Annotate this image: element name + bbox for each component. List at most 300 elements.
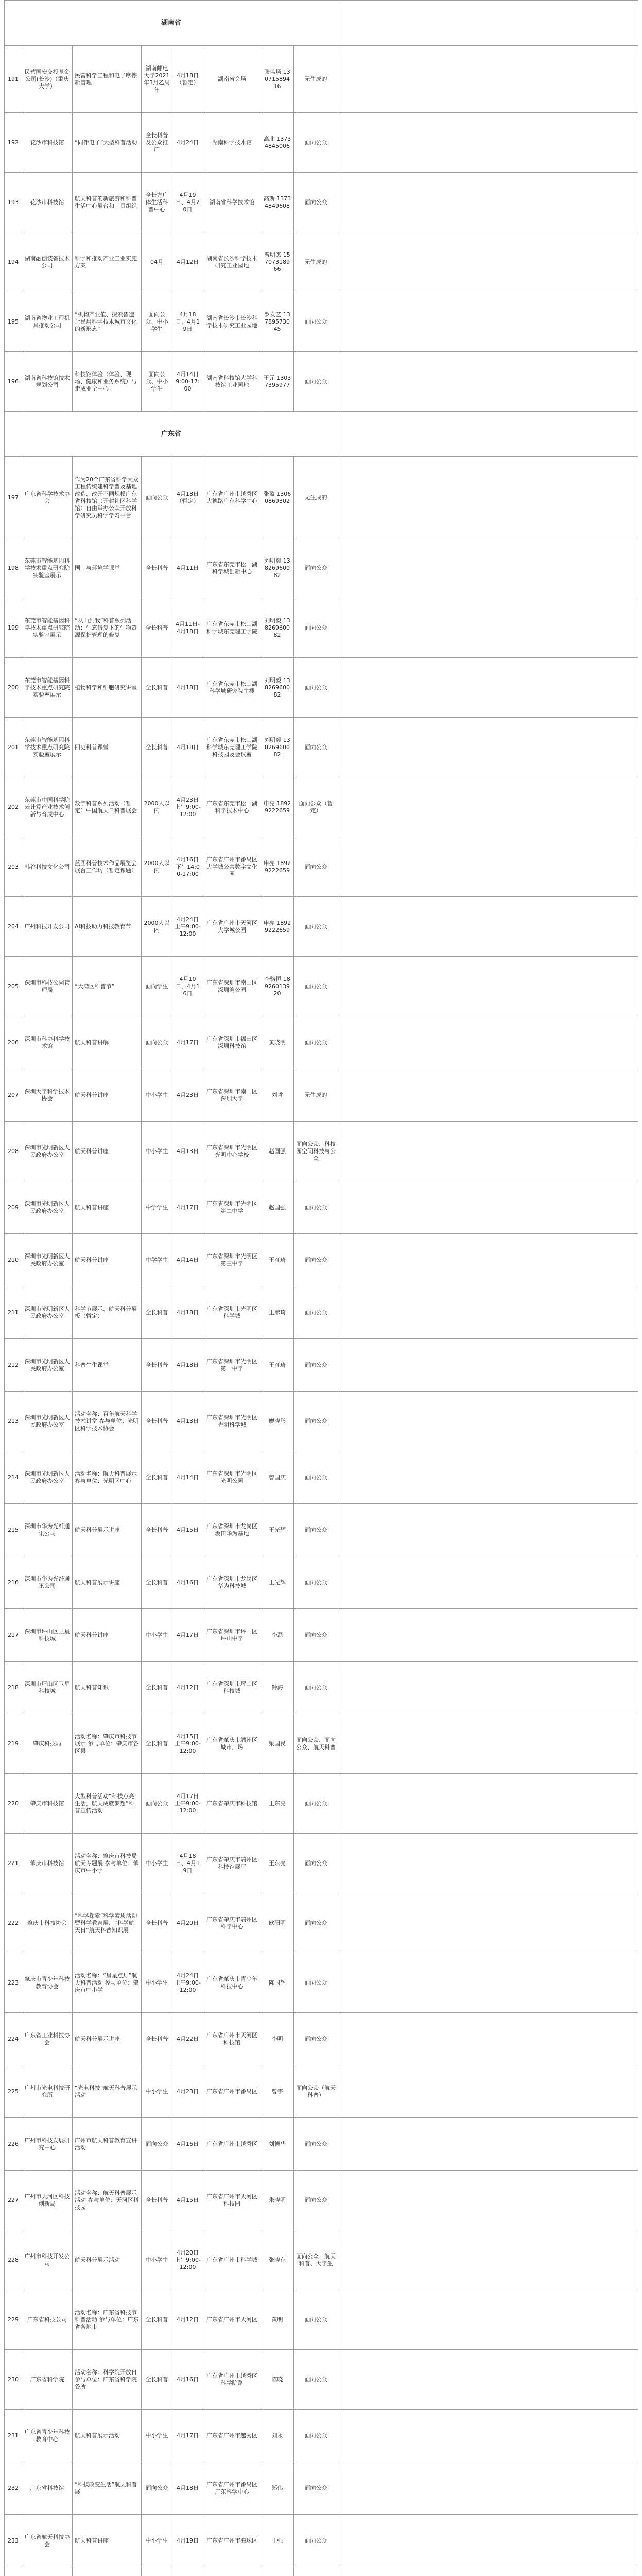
blank-margin xyxy=(338,777,638,837)
cell-location: 湖南省会场 xyxy=(203,46,261,113)
blank-margin xyxy=(338,2290,638,2350)
cell-location: 广东省广州市番禺区广东科学中心 xyxy=(203,2462,261,2515)
cell-contact: 刘哲 xyxy=(261,1069,294,1122)
cell-audience: 湖南邮电大学2021年3月乙周年 xyxy=(142,46,172,113)
cell-audience: 中小学生 xyxy=(142,1122,172,1181)
cell-note: 面向公众 xyxy=(294,718,338,777)
cell-note: 面向公众 xyxy=(294,1893,338,1953)
cell-location: 湖南省科技馆大学科技馆工业园地 xyxy=(203,352,261,412)
cell-organizer: 广东省航天科技协会 xyxy=(22,2515,73,2567)
cell-note: 面向公众 xyxy=(294,1504,338,1556)
cell-audience: 全长科普 xyxy=(142,1504,172,1556)
cell-audience: 中小学生 xyxy=(142,1834,172,1893)
cell-activity-name: 航天科普展示讲座 xyxy=(73,2013,142,2065)
table-row xyxy=(5,2410,638,2462)
cell-row-number: 221 xyxy=(5,1834,22,1893)
cell-audience: 面向学生 xyxy=(142,957,172,1016)
cell-audience: 全长科普 xyxy=(142,718,172,777)
cell-row-number: 215 xyxy=(5,1504,22,1556)
cell-time: 4月14日9:00-17:00 xyxy=(172,352,203,412)
cell-organizer: 深圳市光明新区人民政府办公室 xyxy=(22,1122,73,1181)
blank-margin xyxy=(338,718,638,777)
cell-activity-name: 活动名称：航天科普展示 参与单位：光明区中心 xyxy=(73,1451,142,1504)
cell-audience: 全长科普 xyxy=(142,2350,172,2410)
cell-contact: 梁国民 xyxy=(261,1714,294,1774)
blank-margin xyxy=(338,1339,638,1392)
table-row xyxy=(5,1834,638,1893)
cell-location: 广东省东莞市松山湖科学城东莞理工学院 xyxy=(203,598,261,658)
cell-audience: 面向公众 xyxy=(142,457,172,538)
cell-row-number: 205 xyxy=(5,957,22,1016)
cell-location: 广东省深圳市坪山区坪山中学 xyxy=(203,1609,261,1662)
table-row xyxy=(5,538,638,598)
table-row xyxy=(5,457,638,538)
cell-contact: 王光辉 xyxy=(261,1556,294,1609)
cell-note: 面向公众 xyxy=(294,2171,338,2230)
cell-location: 广东省广州市天河区科技园 xyxy=(203,2171,261,2230)
table-row xyxy=(5,1122,638,1181)
cell-time: 4月15日 xyxy=(172,1504,203,1556)
cell-audience: 中小学生 xyxy=(142,1953,172,2013)
cell-time: 4月23日 xyxy=(172,2065,203,2118)
blank-margin xyxy=(338,1953,638,2013)
cell-activity-name: 作为20个广东省科学大众工程传统建科学普及基地改造、改开不同规模广东省科技馆（开封社区科学馆）自由举办公众开放科学研究员科学学习平台 xyxy=(73,457,142,538)
cell-contact: 王强 xyxy=(261,2515,294,2567)
cell-location: 广东省深圳市光明区第二中学 xyxy=(203,1181,261,1234)
cell-row-number: 230 xyxy=(5,2350,22,2410)
blank-margin xyxy=(338,232,638,292)
table-row xyxy=(5,1774,638,1834)
cell-row-number: 232 xyxy=(5,2462,22,2515)
cell-organizer: 深圳市光明新区人民政府办公室 xyxy=(22,1286,73,1339)
cell-audience: 全长科普及公众推广 xyxy=(142,113,172,173)
cell-contact: 王东亮 xyxy=(261,1834,294,1893)
blank-margin xyxy=(338,1069,638,1122)
cell-activity-name: 航天科普讲座 xyxy=(73,1234,142,1286)
cell-contact: 王彦琦 xyxy=(261,1234,294,1286)
cell-note: 无生成的 xyxy=(294,232,338,292)
cell-row-number: 229 xyxy=(5,2290,22,2350)
cell-note: 面向公众 xyxy=(294,1451,338,1504)
cell-activity-name: 航天科普讲座 xyxy=(73,1181,142,1234)
cell-audience: 全长科普 xyxy=(142,2171,172,2230)
blank-margin xyxy=(338,352,638,412)
table-row xyxy=(5,837,638,897)
table-row xyxy=(5,1662,638,1714)
cell-location: 广东省肇庆市科技馆 xyxy=(203,1774,261,1834)
cell-audience: 全长科普 xyxy=(142,1451,172,1504)
cell-audience: 中学学生 xyxy=(142,1181,172,1234)
cell-time: 4月12日 xyxy=(172,1662,203,1714)
cell-row-number: 219 xyxy=(5,1714,22,1774)
cell-activity-name: 民营科学工程和电子摩擦新管理 xyxy=(73,46,142,113)
table-row xyxy=(5,777,638,837)
cell-contact: 曾国庆 xyxy=(261,1451,294,1504)
blank-margin xyxy=(338,2462,638,2515)
cell-organizer: 韩谷科技文化公司 xyxy=(22,837,73,897)
cell-note: 面向公众 xyxy=(294,658,338,718)
cell-organizer: 肇庆市科技协会 xyxy=(22,1893,73,1953)
table-row xyxy=(5,1181,638,1234)
cell-activity-name: “科学探索”科学素质活动暨科学教育展、“科学航天日”航天科普知识展 xyxy=(73,1893,142,1953)
blank-margin xyxy=(338,2567,638,2576)
table-row xyxy=(5,1556,638,1609)
cell-row-number: 197 xyxy=(5,457,22,538)
cell-location: 广东省深圳市南山区深圳湾公园 xyxy=(203,957,261,1016)
cell-organizer: 民营国安交投基金公司(长沙)（重庆大学） xyxy=(22,46,73,113)
activity-table xyxy=(4,0,638,2576)
cell-time: 4月18日（暂定） xyxy=(172,457,203,538)
cell-row-number: 228 xyxy=(5,2230,22,2290)
table-row xyxy=(5,2013,638,2065)
cell-organizer: 湖南省科技馆技术规划公司 xyxy=(22,352,73,412)
cell-contact: 张晓东 xyxy=(261,2230,294,2290)
blank-margin xyxy=(338,1609,638,1662)
cell-organizer: 肇庆市科技馆 xyxy=(22,1834,73,1893)
cell-organizer: 东莞市智能基因科学技术重点研究院实验室展示 xyxy=(22,598,73,658)
cell-note: 面向公众 xyxy=(294,292,338,352)
cell-audience: 中小学生 xyxy=(142,1069,172,1122)
blank-margin xyxy=(338,2350,638,2410)
cell-location: 广东省广州市海珠区 xyxy=(203,2515,261,2567)
cell-audience: 全长科普 xyxy=(142,1286,172,1339)
table-row xyxy=(5,1893,638,1953)
cell-note: 面向公众 xyxy=(294,113,338,173)
table-row xyxy=(5,1016,638,1069)
cell-audience: 全长科普 xyxy=(142,2013,172,2065)
cell-row-number: 207 xyxy=(5,1069,22,1122)
cell-row-number: 193 xyxy=(5,173,22,232)
cell-contact: 申亮 18929222659 xyxy=(261,897,294,957)
cell-contact: 高斯 13734849608 xyxy=(261,173,294,232)
cell-activity-name: 国土与环境学课堂 xyxy=(73,538,142,598)
table-row xyxy=(5,113,638,173)
cell-contact: 钟海 xyxy=(261,1662,294,1714)
cell-organizer: 广州市天河区科技创新局 xyxy=(22,2171,73,2230)
cell-audience: 全长科普 xyxy=(142,1556,172,1609)
blank-margin xyxy=(338,2118,638,2171)
cell-organizer: 肇庆市青少年科技教育协会 xyxy=(22,1953,73,2013)
blank-margin xyxy=(338,457,638,538)
cell-audience: 面向公众 xyxy=(142,2118,172,2171)
cell-organizer: 广东省科学院 xyxy=(22,2350,73,2410)
cell-time: 4月23日 xyxy=(172,1069,203,1122)
blank-margin xyxy=(338,2410,638,2462)
cell-organizer: 广州市光电科技研究所 xyxy=(22,2065,73,2118)
cell-note: 面向公众、航天科普、大学生 xyxy=(294,2230,338,2290)
cell-audience: 中小学生 xyxy=(142,2230,172,2290)
cell-note: 面向公众 xyxy=(294,1662,338,1714)
cell-time: 4月13日 xyxy=(172,1392,203,1451)
cell-audience: 面向公众、中小学生 xyxy=(142,352,172,412)
table-row xyxy=(5,1953,638,2013)
table-row xyxy=(5,1451,638,1504)
cell-time: 4月16日 xyxy=(172,1556,203,1609)
cell-contact: 曾明杰 15707318966 xyxy=(261,232,294,292)
table-row xyxy=(5,2171,638,2230)
cell-organizer: 深圳市科协科学技术馆 xyxy=(22,1016,73,1069)
blank-margin xyxy=(338,1714,638,1774)
cell-location: 广东省肇庆市青少年科技中心 xyxy=(203,1953,261,2013)
province-header xyxy=(5,412,638,457)
cell-location: 广东省广州市天河区科技馆 xyxy=(203,2013,261,2065)
blank-margin xyxy=(338,1834,638,1893)
cell-row-number: 200 xyxy=(5,658,22,718)
cell-note: 面向公众 xyxy=(294,352,338,412)
blank-margin xyxy=(338,1392,638,1451)
cell-activity-name: 航天科普讲座 xyxy=(73,1122,142,1181)
blank-margin xyxy=(338,2230,638,2290)
cell-row-number: 223 xyxy=(5,1953,22,2013)
cell-time xyxy=(172,2567,203,2576)
blank-margin xyxy=(338,292,638,352)
blank-margin xyxy=(338,1774,638,1834)
cell-time: 4月11日-4月18日 xyxy=(172,598,203,658)
cell-contact: 李骆恒 18926013920 xyxy=(261,957,294,1016)
table-row xyxy=(5,2350,638,2410)
cell-row-number: 227 xyxy=(5,2171,22,2230)
cell-note: 面向公众 xyxy=(294,1286,338,1339)
blank-margin xyxy=(338,897,638,957)
table-row xyxy=(5,232,638,292)
cell-organizer: 花沙市科技馆 xyxy=(22,113,73,173)
blank-margin xyxy=(338,2515,638,2567)
cell-activity-name: “大湾区科普节” xyxy=(73,957,142,1016)
cell-contact: 王彦琦 xyxy=(261,1286,294,1339)
cell-activity-name: 活动名称：“星星点灯”航天科普活动 参与单位：肇庆市中小学 xyxy=(73,1953,142,2013)
cell-audience: 全长科普 xyxy=(142,1714,172,1774)
cell-organizer: 东莞市智能基因科学技术重点研究院实验室展示 xyxy=(22,718,73,777)
cell-contact: 欧阳明 xyxy=(261,1893,294,1953)
cell-contact: 张监场 13071589416 xyxy=(261,46,294,113)
cell-contact: 王元 13037395977 xyxy=(261,352,294,412)
cell-contact: 黄晓明 xyxy=(261,1016,294,1069)
cell-time: 4月20日 xyxy=(172,1893,203,1953)
cell-contact: 黄明 xyxy=(261,2290,294,2350)
cell-activity-name: 航天科普讲座 xyxy=(73,1069,142,1122)
cell-organizer: 深圳市坪山区卫星科技城 xyxy=(22,1609,73,1662)
cell-row-number xyxy=(5,2567,22,2576)
cell-activity-name: 大型科普活动“科技点亮生活，航天成就梦想”科普宣传活动 xyxy=(73,1774,142,1834)
cell-time: 4月16日 xyxy=(172,2118,203,2171)
cell-note: 面向公众 xyxy=(294,538,338,598)
table-row xyxy=(5,1714,638,1774)
cell-organizer: 东莞市智能基因科学技术重点研究院实验室展示 xyxy=(22,538,73,598)
cell-activity-name: 科学和推动产业工业实施方案 xyxy=(73,232,142,292)
table-row xyxy=(5,2515,638,2567)
cell-activity-name: 航天科普讲座 xyxy=(73,2515,142,2567)
cell-location: 广东省东莞市松山湖科学城创新中心 xyxy=(203,538,261,598)
cell-note: 面向公众（航天科普） xyxy=(294,2065,338,2118)
cell-location: 广东省东莞市松山湖科学城东莞理工学院科技园及会议室 xyxy=(203,718,261,777)
blank-margin xyxy=(338,598,638,658)
cell-activity-name: “同伴电子”大型科普活动 xyxy=(73,113,142,173)
cell-row-number: 202 xyxy=(5,777,22,837)
cell-note: 面向公众 xyxy=(294,1834,338,1893)
cell-time: 4月15日 xyxy=(172,2171,203,2230)
cell-activity-name: “科技改变生活”航天科普展 xyxy=(73,2462,142,2515)
cell-contact xyxy=(261,2567,294,2576)
cell-audience xyxy=(142,2567,172,2576)
province-name: 湖南省 xyxy=(5,1,338,46)
cell-location: 广东省深圳市光明区光明公园 xyxy=(203,1451,261,1504)
cell-contact: 赵国强 xyxy=(261,1181,294,1234)
cell-time: 4月24日上午9:00-12:00 xyxy=(172,897,203,957)
cell-activity-name: 航天科普展示讲座 xyxy=(73,1556,142,1609)
cell-note: 面向公众 xyxy=(294,1556,338,1609)
cell-time: 4月17日 xyxy=(172,1609,203,1662)
cell-contact: 高北 13734845006 xyxy=(261,113,294,173)
blank-margin xyxy=(338,173,638,232)
blank-margin xyxy=(338,1181,638,1234)
table-row xyxy=(5,2290,638,2350)
cell-location: 广东省东莞市松山湖科学技术中心 xyxy=(203,777,261,837)
cell-contact: 王光辉 xyxy=(261,1504,294,1556)
cell-row-number: 214 xyxy=(5,1451,22,1504)
cell-time: 4月17日 xyxy=(172,2410,203,2462)
cell-audience: 全长科普 xyxy=(142,1392,172,1451)
cell-time: 4月24日 xyxy=(172,113,203,173)
cell-location: 广东省深圳市坪山区科技城 xyxy=(203,1662,261,1714)
cell-organizer: 广东省科学技术协会 xyxy=(22,457,73,538)
cell-organizer: 深圳市光明新区人民政府办公室 xyxy=(22,1339,73,1392)
cell-note: 面向公众 xyxy=(294,837,338,897)
cell-location: 广东省广州市越秀区 xyxy=(203,2410,261,2462)
cell-row-number: 191 xyxy=(5,46,22,113)
table-row xyxy=(5,173,638,232)
cell-organizer: 广东省工业科技协会 xyxy=(22,2013,73,2065)
blank-margin xyxy=(338,2171,638,2230)
cell-activity-name: 航天科普讲解 xyxy=(73,1016,142,1069)
blank-margin xyxy=(338,1016,638,1069)
cell-audience: 2000人以内 xyxy=(142,777,172,837)
cell-time: 4月14日 xyxy=(172,1451,203,1504)
blank-margin xyxy=(338,1234,638,1286)
cell-location: 湖南省长沙科学技术研究工业园地 xyxy=(203,232,261,292)
table-row xyxy=(5,1609,638,1662)
cell-time: 4月16日下午14:00-17:00 xyxy=(172,837,203,897)
cell-activity-name: AI科技助力科技教育节 xyxy=(73,897,142,957)
cell-audience: 中小学生 xyxy=(142,1609,172,1662)
cell-row-number: 209 xyxy=(5,1181,22,1234)
cell-row-number: 208 xyxy=(5,1122,22,1181)
cell-activity-name: 植物科学和细胞研究讲堂 xyxy=(73,658,142,718)
cell-audience: 面向公众、中小学生 xyxy=(142,292,172,352)
cell-row-number: 206 xyxy=(5,1016,22,1069)
cell-location: 广东省深圳市光明区科学城 xyxy=(203,1286,261,1339)
cell-organizer: 深圳市坪山区卫星科技城 xyxy=(22,1662,73,1714)
cell-organizer: 东莞市智能基因科学技术重点研究院实验室展示 xyxy=(22,658,73,718)
cell-audience: 全长科普 xyxy=(142,1339,172,1392)
cell-note: 面向公众 xyxy=(294,2462,338,2515)
cell-organizer xyxy=(22,2567,73,2576)
table-row xyxy=(5,658,638,718)
cell-audience: 全长科普 xyxy=(142,598,172,658)
cell-audience: 全长科普 xyxy=(142,1893,172,1953)
cell-note: 面向公众 xyxy=(294,897,338,957)
cell-location: 广东省广州市科学城 xyxy=(203,2230,261,2290)
cell-note: 面向公众、面向公众、航天科普 xyxy=(294,1714,338,1774)
blank-margin xyxy=(338,1556,638,1609)
cell-note: 面向公众 xyxy=(294,1392,338,1451)
cell-contact: 王彦琦 xyxy=(261,1339,294,1392)
table-row xyxy=(5,1286,638,1339)
cell-time: 4月18日、4月19日 xyxy=(172,1834,203,1893)
cell-organizer: 湖南省物业工程机具推动公司 xyxy=(22,292,73,352)
cell-activity-name: 航天科普知识 xyxy=(73,1662,142,1714)
cell-organizer: 湖南融创装备技术公司 xyxy=(22,232,73,292)
cell-row-number: 204 xyxy=(5,897,22,957)
cell-activity-name: 科普生生课堂 xyxy=(73,1339,142,1392)
cell-row-number: 226 xyxy=(5,2118,22,2171)
cell-organizer: 肇庆市科技馆 xyxy=(22,1774,73,1834)
cell-note: 面向公众 xyxy=(294,1339,338,1392)
cell-location: 广东省广州市天河区大学城公园 xyxy=(203,897,261,957)
cell-time: 4月18日 xyxy=(172,1339,203,1392)
cell-audience: 04月 xyxy=(142,232,172,292)
table-row xyxy=(5,2567,638,2576)
cell-location: 湖南省长沙市长沙科学技术研究工业园地 xyxy=(203,292,261,352)
blank-margin xyxy=(338,1893,638,1953)
cell-row-number: 218 xyxy=(5,1662,22,1714)
cell-row-number: 224 xyxy=(5,2013,22,2065)
cell-organizer: 深圳市光明新区人民政府办公室 xyxy=(22,1451,73,1504)
cell-row-number: 195 xyxy=(5,292,22,352)
cell-organizer: 广东省青少年科技教育中心 xyxy=(22,2410,73,2462)
cell-row-number: 196 xyxy=(5,352,22,412)
cell-row-number: 233 xyxy=(5,2515,22,2567)
cell-note: 面向公众 xyxy=(294,1181,338,1234)
cell-time: 4月10日，4月16日 xyxy=(172,957,203,1016)
cell-contact: 罗发艺 13789573045 xyxy=(261,292,294,352)
cell-location: 湖南省科学技术馆 xyxy=(203,173,261,232)
blank-margin xyxy=(338,113,638,173)
blank-margin xyxy=(338,2013,638,2065)
cell-location: 广东省肇庆市端州区科技馆展厅 xyxy=(203,1834,261,1893)
cell-contact: 刘明毅 13826960082 xyxy=(261,718,294,777)
cell-note: 面向公众 xyxy=(294,1234,338,1286)
cell-row-number: 213 xyxy=(5,1392,22,1451)
blank-margin xyxy=(338,837,638,897)
cell-activity-name: 航天科普的新旅游和科普生活中心展台和工具组织 xyxy=(73,173,142,232)
cell-note xyxy=(294,2567,338,2576)
province-name: 广东省 xyxy=(5,412,338,457)
table-row xyxy=(5,897,638,957)
cell-time: 4月12日 xyxy=(172,2290,203,2350)
cell-organizer: 深圳大学科学技术协会 xyxy=(22,1069,73,1122)
cell-location: 广东省广州市番禺区 xyxy=(203,2065,261,2118)
cell-location: 广东省深圳市光明区光明科学城 xyxy=(203,1392,261,1451)
cell-row-number: 225 xyxy=(5,2065,22,2118)
cell-activity-name: 活动名称：科学院开放日 参与单位：广东省科学院各所 xyxy=(73,2350,142,2410)
cell-row-number: 198 xyxy=(5,538,22,598)
cell-contact: 张盈 13060869302 xyxy=(261,457,294,538)
cell-contact: 郑伟 xyxy=(261,2462,294,2515)
cell-contact: 廖晓彤 xyxy=(261,1392,294,1451)
cell-location: 广东省广州市越秀区 xyxy=(203,2118,261,2171)
cell-activity-name: 数字科普系列活动（暂定）中国航天日科普展会 xyxy=(73,777,142,837)
cell-activity-name: 航天科普展示活动 xyxy=(73,2230,142,2290)
table-row xyxy=(5,1392,638,1451)
cell-location: 湖南科学技术馆 xyxy=(203,113,261,173)
cell-activity-name: 航天科普展示活动 xyxy=(73,2410,142,2462)
cell-location: 广东省肇庆市端州区城市广场 xyxy=(203,1714,261,1774)
blank-margin xyxy=(338,538,638,598)
cell-note: 面向公众 xyxy=(294,957,338,1016)
cell-activity-name: 广州市航天科普教育宣讲活动 xyxy=(73,2118,142,2171)
cell-activity-name: 活动名称：百年航天科学技术讲堂 参与单位：光明区科学技术协会 xyxy=(73,1392,142,1451)
cell-audience: 面向公众 xyxy=(142,1774,172,1834)
